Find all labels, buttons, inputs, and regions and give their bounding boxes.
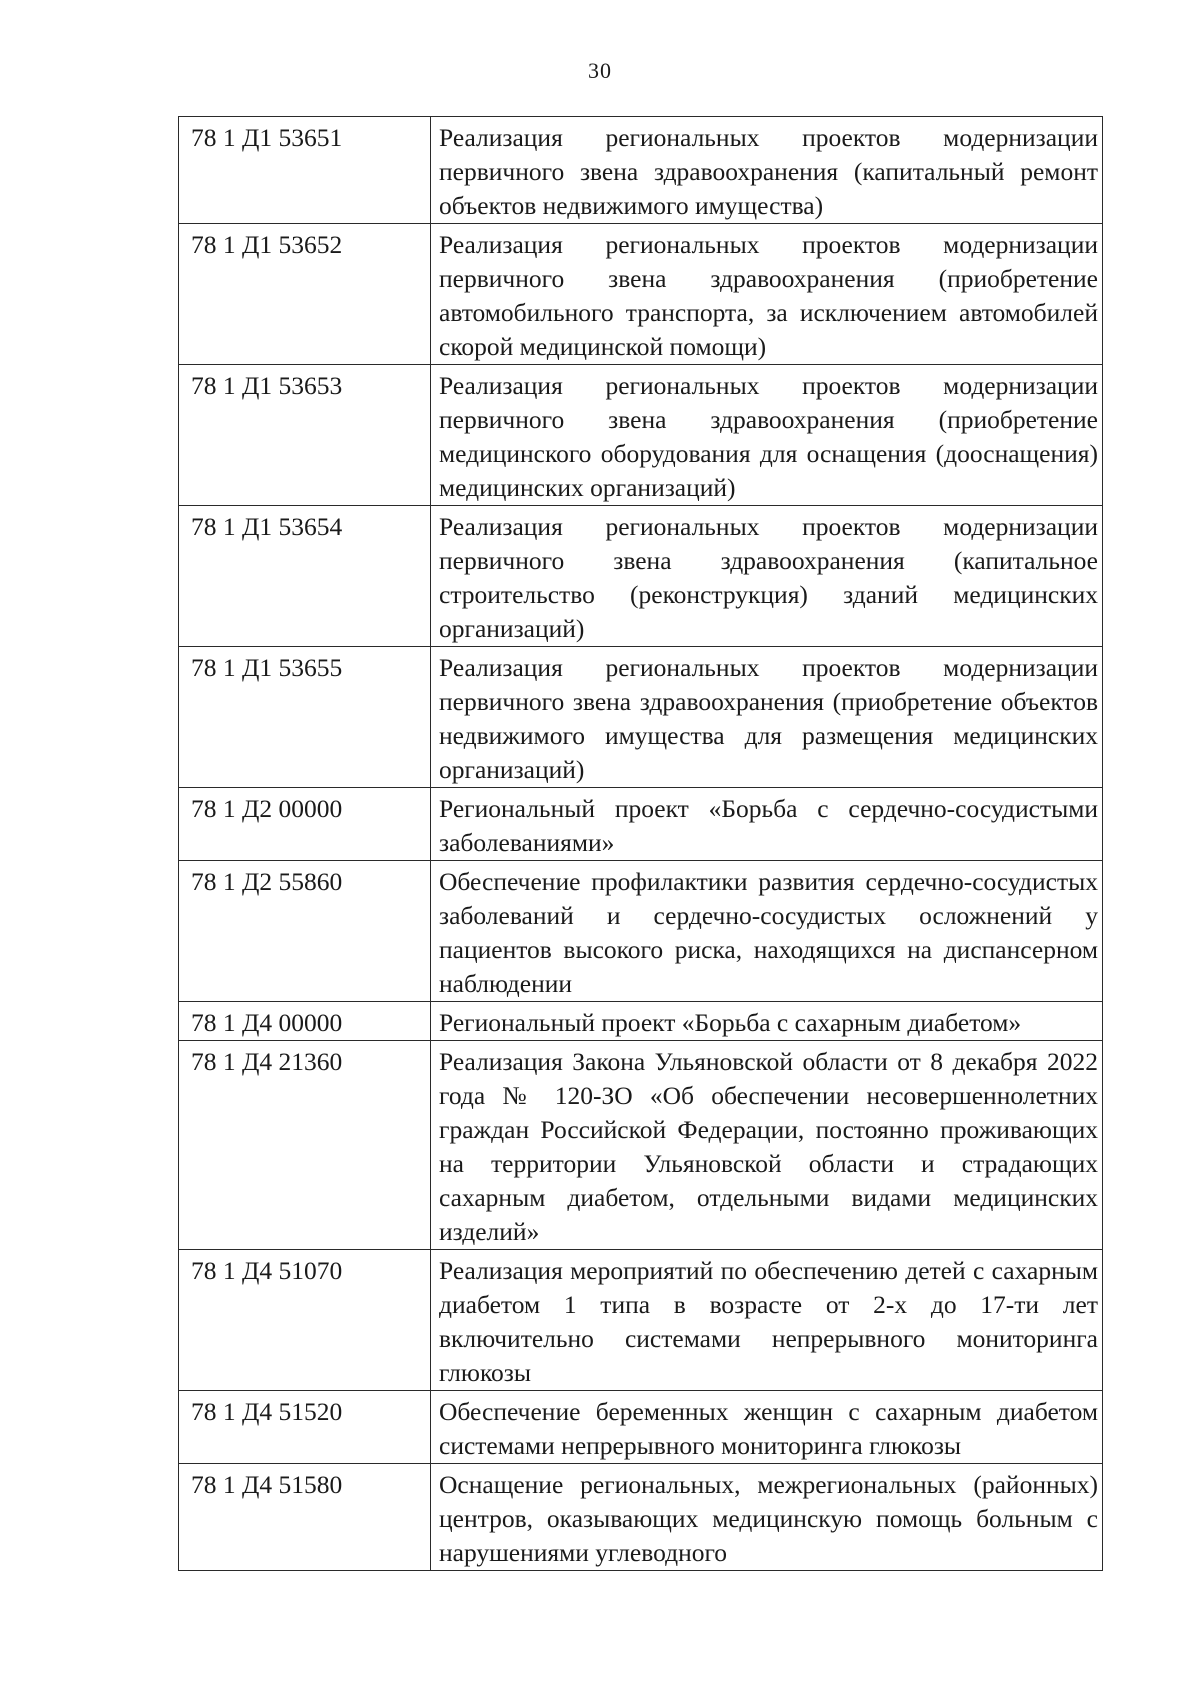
row-code: 78 1 Д1 53653 [179, 365, 431, 506]
row-description: Реализация региональных проектов модернизации первичного звена здравоохранения (приобретение медицинского оборудования для оснащения (дооснащения) медицинских организаций) [431, 365, 1103, 506]
row-code: 78 1 Д1 53654 [179, 506, 431, 647]
row-description: Региональный проект «Борьба с сердечно-сосудистыми заболеваниями» [431, 788, 1103, 861]
row-description: Оснащение региональных, межрегиональных (районных) центров, оказывающих медицинскую помощь больным с нарушениями углеводного [431, 1464, 1103, 1571]
table-row [179, 506, 1103, 647]
row-description: Реализация региональных проектов модернизации первичного звена здравоохранения (капитальное строительство (реконструкция) зданий медицинских организаций) [431, 506, 1103, 647]
row-description: Региональный проект «Борьба с сахарным диабетом» [431, 1002, 1103, 1041]
table-row [179, 788, 1103, 861]
row-description: Реализация региональных проектов модернизации первичного звена здравоохранения (приобретение объектов недвижимого имущества для размещения медицинских организаций) [431, 647, 1103, 788]
row-description: Обеспечение профилактики развития сердечно-сосудистых заболеваний и сердечно-сосудистых осложнений у пациентов высокого риска, находящихся на диспансерном наблюдении [431, 861, 1103, 1002]
table-row [179, 117, 1103, 224]
row-code: 78 1 Д4 51580 [179, 1464, 431, 1571]
budget-classification-table [178, 116, 1103, 1571]
table-row [179, 224, 1103, 365]
row-code: 78 1 Д1 53651 [179, 117, 431, 224]
row-description: Реализация региональных проектов модернизации первичного звена здравоохранения (приобретение автомобильного транспорта, за исключением автомобилей скорой медицинской помощи) [431, 224, 1103, 365]
table-row [179, 861, 1103, 1002]
table-row [179, 647, 1103, 788]
table-row [179, 1391, 1103, 1464]
row-code: 78 1 Д4 21360 [179, 1041, 431, 1250]
row-code: 78 1 Д1 53652 [179, 224, 431, 365]
row-description: Реализация мероприятий по обеспечению детей с сахарным диабетом 1 типа в возрасте от 2-х до 17-ти лет включительно системами непрерывного мониторинга глюкозы [431, 1250, 1103, 1391]
table-row [179, 365, 1103, 506]
row-description: Обеспечение беременных женщин с сахарным диабетом системами непрерывного мониторинга глюкозы [431, 1391, 1103, 1464]
row-code: 78 1 Д2 55860 [179, 861, 431, 1002]
page-number: 30 [588, 58, 612, 83]
row-code: 78 1 Д4 00000 [179, 1002, 431, 1041]
table-row [179, 1250, 1103, 1391]
table-row [179, 1002, 1103, 1041]
table-row [179, 1041, 1103, 1250]
row-code: 78 1 Д4 51070 [179, 1250, 431, 1391]
table-row [179, 1464, 1103, 1571]
row-description: Реализация Закона Ульяновской области от 8 декабря 2022 года № 120-ЗО «Об обеспечении несовершеннолетних граждан Российской Федерации, постоянно проживающих на территории Ульяновской области и страдающих сахарным диабетом, отдельными видами медицинских изделий» [431, 1041, 1103, 1250]
row-description: Реализация региональных проектов модернизации первичного звена здравоохранения (капитальный ремонт объектов недвижимого имущества) [431, 117, 1103, 224]
row-code: 78 1 Д4 51520 [179, 1391, 431, 1464]
row-code: 78 1 Д2 00000 [179, 788, 431, 861]
row-code: 78 1 Д1 53655 [179, 647, 431, 788]
